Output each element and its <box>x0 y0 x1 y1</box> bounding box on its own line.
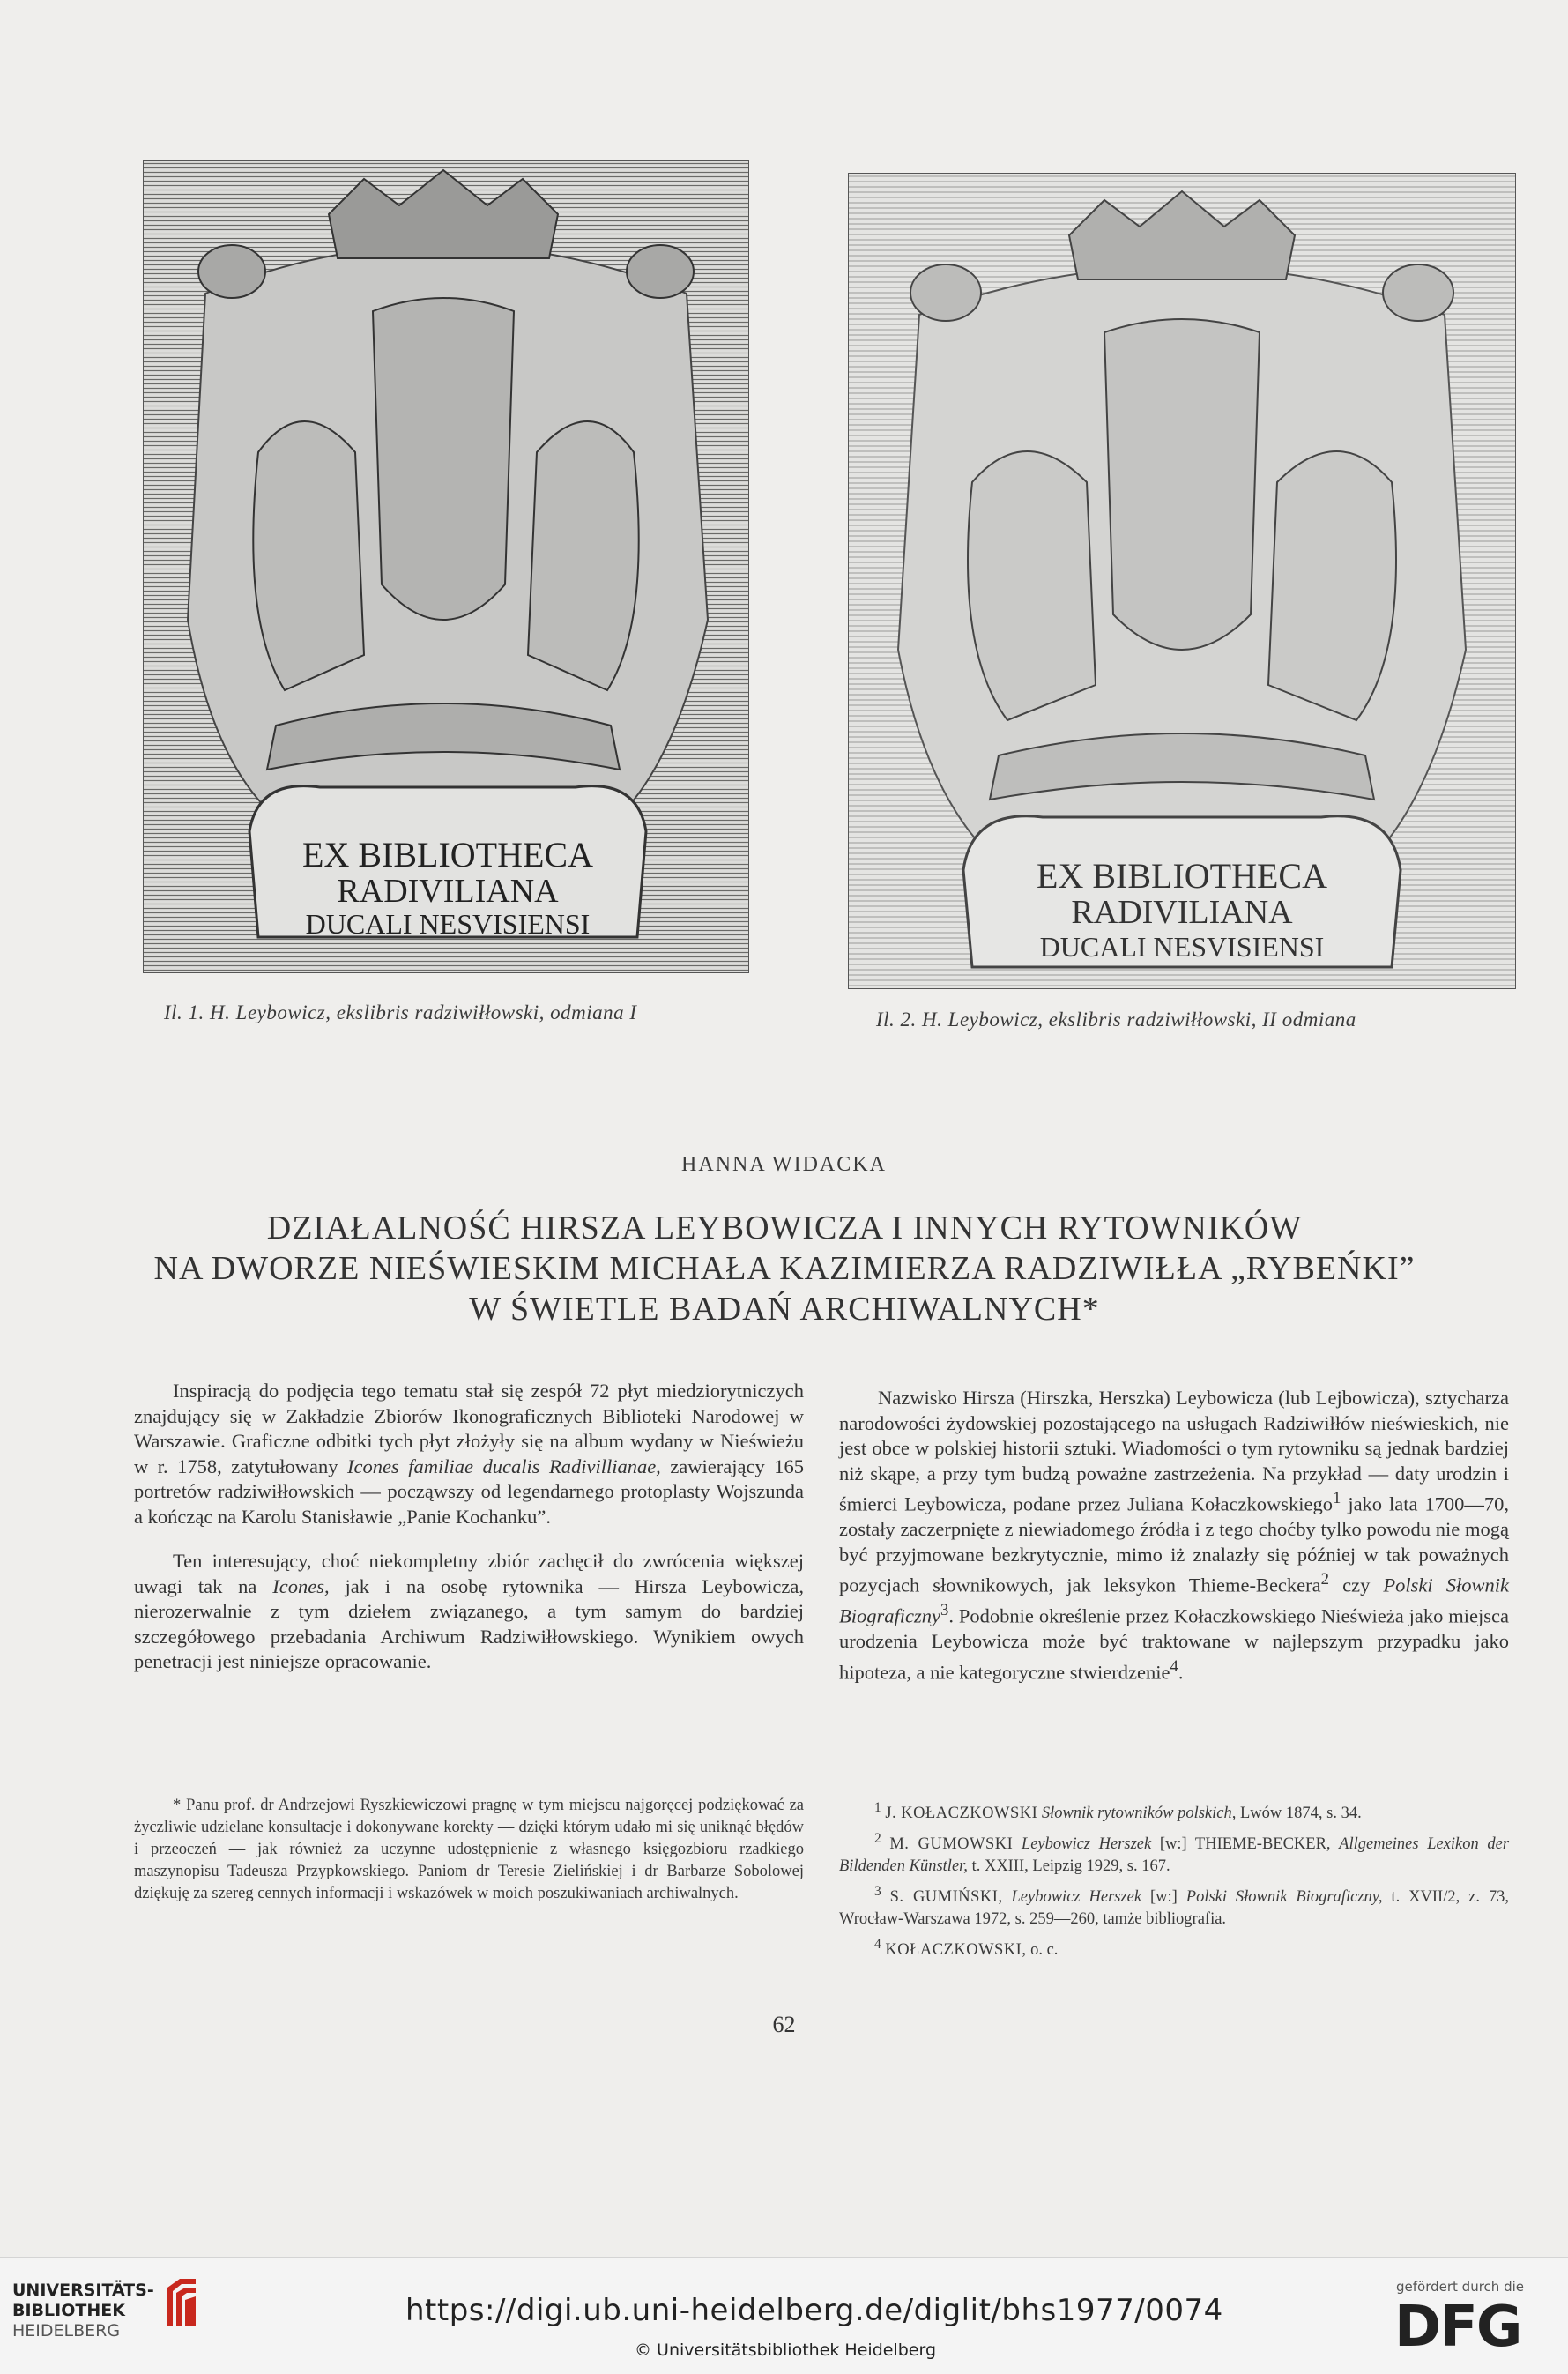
right-column <box>839 1386 1509 1698</box>
footnote-rest: [w:] <box>1141 1888 1186 1907</box>
funding-text: gefördert durch die <box>1396 2279 1524 2295</box>
text-run: Nazwisko Hirsza (Hirszka, Herszka) Leybowicza (lub Lejbowicza), sztycharza narodowości żydowskiej pozostającego na usługach Radziwiłłów nieświeskich, nie jest obce w polskiej historii sztuki. Wiadomości o tym rytowniku są jednak bardziej niż skąpe, a przy tym budzą poważne zastrzeżenia. Na przykład — daty urodzin i śmierci Leybowicza, podane przez Juliana Kołaczkowskiego <box>839 1387 1509 1515</box>
footnote-number: 2 <box>874 1831 881 1847</box>
cartouche-line-2: RADIVILIANA <box>337 873 559 910</box>
footnote-4 <box>839 1933 1509 1961</box>
footnote-number: 3 <box>874 1884 881 1900</box>
footnote-rest: [w:] THIEME-BECKER, <box>1151 1835 1340 1854</box>
library-name-line-2: BIBLIOTHEK <box>12 2301 125 2320</box>
text-run: jako lata 1700—70, zostały zaczerpnięte z niewiadomego źródła i z tego choćby tylko powodu nie mogą być przyjmowane bezkrytycznie, mimo iż znalazły się później w tak poważnych pozycjach słownikowych, jak leksykon Thieme-Beckera <box>839 1492 1509 1596</box>
bookplate-engraving-1 <box>144 161 748 972</box>
book-title-italic: Icones familiae ducalis Radivillianae, <box>346 1455 661 1477</box>
title-line-1: DZIAŁALNOŚĆ HIRSZA LEYBOWICZA I INNYCH RYTOWNIKÓW <box>266 1209 1303 1247</box>
figure-1-caption: Il. 1. H. Leybowicz, ekslibris radziwiłłowski, odmiana I <box>164 1001 637 1023</box>
right-paragraph-1 <box>839 1386 1509 1686</box>
footnote-title: Słownik rytowników polskich, <box>1041 1805 1237 1823</box>
footnote-title-2: Polski Słownik Biograficzny, <box>1185 1888 1383 1907</box>
left-paragraph-2 <box>134 1549 804 1675</box>
footnote-number: 1 <box>874 1800 881 1815</box>
footnote-acknowledgement <box>134 1795 804 1905</box>
text-run: Inspiracją do podjęcia tego tematu stał się zespół 72 płyt miedziorytniczych znajdujący się w Zakładzie Zbiorów Ikonograficznych Biblioteki Narodowej w Warszawie. Graficzne odbitki tych płyt złożyły się na album wydany w Nieświeżu w r. 1758, zatytułowany <box>134 1380 804 1477</box>
footnote-ref-1[interactable]: 1 <box>1333 1489 1341 1507</box>
article-author: HANNA WIDACKA <box>681 1153 887 1176</box>
footnote-3 <box>839 1880 1509 1931</box>
left-paragraph-1 <box>134 1379 804 1529</box>
bookplate-engraving-2 <box>849 174 1515 988</box>
cartouche-line-1: EX BIBLIOTHECA <box>302 835 593 874</box>
copyright-notice: © Universitätsbibliothek Heidelberg <box>635 2341 937 2360</box>
footnote-number: 4 <box>874 1937 881 1953</box>
footnote-2 <box>839 1827 1509 1878</box>
left-column <box>134 1379 804 1687</box>
viewer-footer <box>0 2257 1568 2374</box>
article-title <box>97 1208 1472 1329</box>
book-title-italic: Icones, <box>272 1574 330 1597</box>
footnote-ref-2[interactable]: 2 <box>1320 1570 1330 1589</box>
title-line-2: NA DWORZE NIEŚWIESKIM MICHAŁA KAZIMIERZA RADZIWIŁŁA „RYBEŃKI” <box>153 1250 1416 1287</box>
footnote-rest: Lwów 1874, s. 34. <box>1236 1805 1362 1823</box>
footnote-title: Leybowicz Herszek <box>1011 1888 1142 1907</box>
library-logo-icon[interactable] <box>164 2275 199 2333</box>
footnote-author: M. GUMOWSKI <box>889 1835 1014 1854</box>
footnote-rest-2: t. XXIII, Leipzig 1929, s. 167. <box>967 1857 1170 1876</box>
footnote-author: J. KOŁACZKOWSKI <box>885 1805 1038 1823</box>
text-run: . Podobnie określenie przez Kołaczkowskiego Nieświeża jako miejsca urodzenia Leybowicza może być traktowane w najlepszym przypadku jako hipoteza, a nie kategoryczne stwierdzenie <box>839 1604 1509 1683</box>
footnote-title-2: Allgemeines Lexikon der Bildenden Künstler, <box>839 1835 1510 1876</box>
text-run: Ten interesujący, choć niekompletny zbiór zachęcił do zwrócenia większej uwagi tak na <box>134 1550 804 1597</box>
cartouche-line-3: DUCALI NESVISIENSI <box>305 908 591 940</box>
footnote-ref-4[interactable]: 4 <box>1170 1656 1178 1676</box>
footnote-author: S. GUMIŃSKI, <box>889 1888 1003 1907</box>
footnote-rest-2: t. XVII/2, z. 73, Wrocław-Warszawa 1972, s. 259—260, tamże bibliografia. <box>839 1888 1509 1929</box>
title-line-3: W ŚWIETLE BADAŃ ARCHIWALNYCH* <box>469 1291 1100 1328</box>
page-number: 62 <box>772 2012 796 2037</box>
figure-2-caption: Il. 2. H. Leybowicz, ekslibris radziwiłłowski, II odmiana <box>876 1008 1356 1031</box>
text-run: jak i na osobę rytownika — Hirsza Leybowicza, nierozerwalnie z tym dziełem związanego, a tym samym do bardziej szczegółowego przebadania Archiwum Radziwiłłowskiego. Wynikiem owych penetracji jest niniejsze opracowanie. <box>134 1574 804 1672</box>
text-run: zawierający 165 portretów radziwiłłowskich — począwszy od legendarnego protoplasty Wojszunda a kończąc na Karolu Stanisławie „Panie Kochanku”. <box>134 1455 804 1528</box>
footnote-title: Leybowicz Herszek <box>1021 1835 1152 1854</box>
bookplate-image-2 <box>848 173 1516 989</box>
footnote-1 <box>839 1797 1509 1825</box>
text-run: . <box>1178 1661 1184 1683</box>
library-name[interactable] <box>12 2281 154 2341</box>
cartouche-line-2: RADIVILIANA <box>1071 894 1293 931</box>
text-run: czy <box>1329 1574 1384 1596</box>
library-name-line-3: HEIDELBERG <box>12 2321 121 2341</box>
permalink-url[interactable]: https://digi.ub.uni-heidelberg.de/diglit/bhs1977/0074 <box>405 2293 1223 2328</box>
library-name-line-1: UNIVERSITÄTS- <box>12 2281 154 2300</box>
cartouche-line-1: EX BIBLIOTHECA <box>1037 856 1327 896</box>
footnote-author: KOŁACZKOWSKI, <box>885 1941 1027 1960</box>
footnote-ref-3[interactable]: 3 <box>940 1601 949 1619</box>
dfg-logo[interactable]: DFG <box>1394 2295 1521 2360</box>
book-title-italic: Polski Słownik Biograficzny <box>839 1574 1509 1627</box>
footnote-rest: o. c. <box>1026 1941 1059 1960</box>
cartouche-line-3: DUCALI NESVISIENSI <box>1039 931 1325 963</box>
bookplate-image-1 <box>143 160 749 973</box>
footnotes-list <box>839 1797 1509 1965</box>
footnote-text: * Panu prof. dr Andrzejowi Ryszkiewiczowi pragnę w tym miejscu najgoręcej podziękować za życzliwie udzielane konsultacje i dokonywane korekty — dzięki którym udało mi się uniknąć błędów i przeoczeń — jak również za uczynne udostępnienie z własnego księgozbioru rzadkiego maszynopisu Tadeusza Przypkowskiego. Paniom dr Teresie Zielińskiej i dr Barbarze Sobolowej dziękuję za szereg cennych informacji i wskazówek w moich poszukiwaniach archiwalnych. <box>134 1797 804 1902</box>
